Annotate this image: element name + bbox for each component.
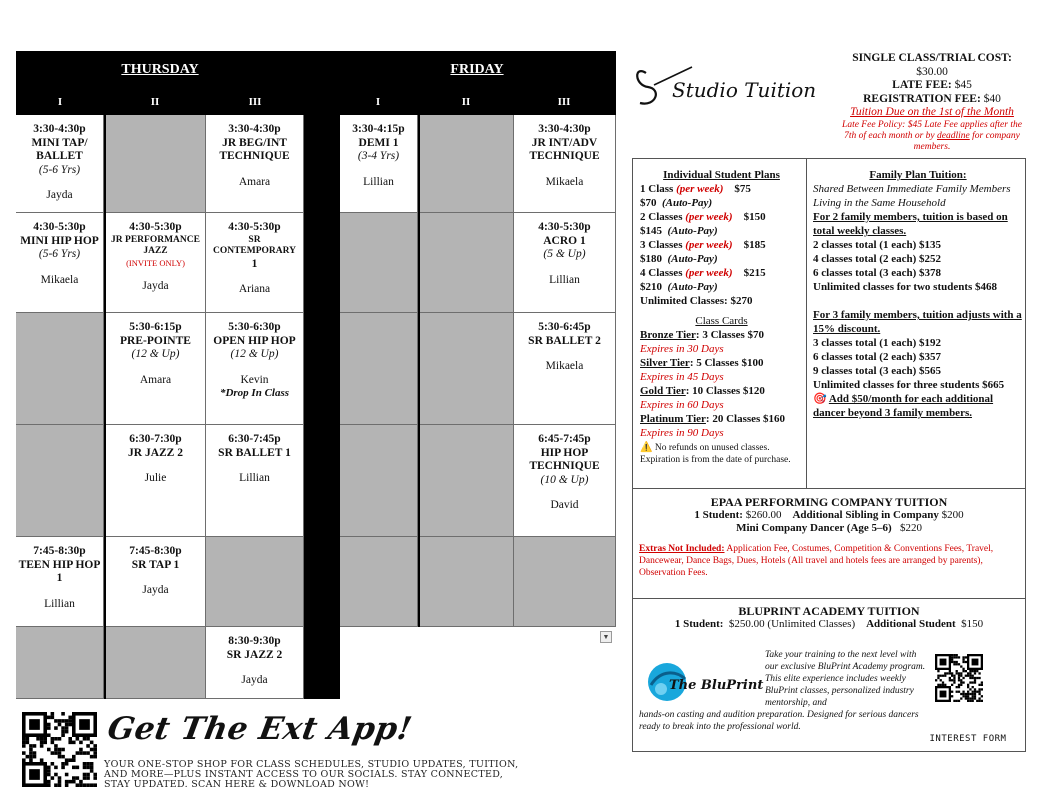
class-name: SR TAP 1 bbox=[131, 558, 180, 571]
epaa-title: EPAA PERFORMING COMPANY TUITION bbox=[710, 495, 948, 509]
class-time: 5:30-6:45p bbox=[538, 321, 591, 333]
dropdown-arrow-icon[interactable]: ▼ bbox=[600, 631, 612, 643]
late-fee-policy: Late Fee Policy: $45 Late Fee applies after the 7th of each month or by deadline for company members. bbox=[842, 119, 1022, 152]
class-teacher: Jayda bbox=[142, 279, 169, 292]
empty-slot bbox=[106, 115, 206, 213]
class-time: 6:30-7:45p bbox=[228, 433, 281, 445]
class-time: 7:45-8:30p bbox=[129, 545, 182, 557]
class-teacher: Lillian bbox=[549, 273, 580, 286]
class-name: SR CONTEMPORARY bbox=[212, 234, 297, 256]
plan-autopay-row: $180 (Auto-Pay) bbox=[640, 253, 718, 265]
family-plans bbox=[813, 168, 1023, 420]
class-note: (INVITE ONLY) bbox=[126, 257, 185, 268]
family-price-row: 2 classes total (1 each) $135 bbox=[813, 239, 942, 251]
column-header: II bbox=[150, 96, 160, 108]
epaa-student-value: $260.00 bbox=[745, 509, 782, 521]
class-teacher: David bbox=[550, 499, 579, 511]
additional-dancer-note: Add $50/month for each additional dancer beyond 3 family members. bbox=[813, 393, 994, 419]
app-qr-code[interactable] bbox=[22, 712, 97, 787]
class-slot bbox=[514, 425, 616, 537]
app-promo-title: Get The Ext App! bbox=[104, 711, 415, 747]
class-time: 3:30-4:30p bbox=[228, 123, 281, 135]
class-slot bbox=[206, 213, 304, 313]
empty-slot bbox=[106, 627, 206, 699]
empty-slot bbox=[16, 425, 104, 537]
tier-expiry: Expires in 45 Days bbox=[640, 371, 724, 383]
column-divider bbox=[806, 159, 807, 488]
class-teacher: Mikaela bbox=[545, 360, 584, 372]
empty-slot bbox=[340, 213, 418, 313]
epaa-sibling-label: Additional Sibling in Company bbox=[792, 509, 939, 521]
column-header: III bbox=[248, 96, 262, 108]
day-header-thursday: THURSDAY bbox=[121, 62, 199, 77]
family-price-row: 4 classes total (2 each) $252 bbox=[813, 253, 942, 265]
class-teacher: Lillian bbox=[44, 597, 75, 610]
empty-slot bbox=[16, 627, 104, 699]
family-price-row: Unlimited classes for two students $468 bbox=[813, 281, 998, 293]
class-slot bbox=[340, 115, 418, 213]
class-name: JR PERFORMANCE JAZZ bbox=[111, 234, 200, 256]
class-time: 7:45-8:30p bbox=[33, 545, 86, 557]
bluprint-description: Take your training to the next level with our exclusive BluPrint Academy program. This elite experience includes weekly BluPrint classes, personalized industry mentorship, and hands-on casting and audition preparation. Designed for serious dancers ready to break into the professional world. bbox=[639, 650, 926, 732]
class-card-tier: Silver Tier: 5 Classes $100 bbox=[640, 357, 764, 369]
two-member-heading: For 2 family members, tuition is based on total weekly classes. bbox=[813, 211, 1008, 237]
class-teacher: Mikaela bbox=[40, 273, 79, 286]
epaa-student-label: 1 Student: bbox=[694, 509, 743, 521]
class-slot bbox=[106, 537, 206, 627]
class-age: (12 & Up) bbox=[131, 348, 180, 360]
class-age: (5 & Up) bbox=[543, 248, 586, 260]
class-name: OPEN HIP HOP bbox=[213, 334, 296, 347]
empty-slot bbox=[420, 115, 514, 213]
interest-form-qr-code[interactable] bbox=[935, 654, 983, 702]
unlimited-classes: Unlimited Classes: $270 bbox=[640, 295, 753, 307]
class-time: 6:45-7:45p bbox=[538, 433, 591, 445]
empty-slot bbox=[206, 537, 304, 627]
class-time: 5:30-6:15p bbox=[129, 321, 182, 333]
empty-slot bbox=[420, 313, 514, 425]
individual-plans bbox=[640, 168, 803, 466]
class-slot bbox=[16, 537, 104, 627]
three-member-heading: For 3 family members, tuition adjusts with a 15% discount. bbox=[813, 309, 1022, 335]
empty-slot bbox=[420, 537, 514, 627]
class-teacher: Ariana bbox=[238, 283, 271, 295]
class-teacher: Kevin bbox=[240, 373, 269, 386]
plan-autopay-row: $145 (Auto-Pay) bbox=[640, 225, 718, 237]
class-time: 8:30-9:30p bbox=[228, 635, 281, 647]
plan-row: 3 Classes (per week) $185 bbox=[640, 239, 766, 251]
class-name: HIP HOP TECHNIQUE bbox=[529, 446, 600, 472]
bluprint-additional-label: Additional Student bbox=[866, 618, 956, 630]
logo-text: Studio Tuition bbox=[672, 78, 817, 102]
class-name: JR INT/ADV TECHNIQUE bbox=[529, 136, 600, 162]
column-header: II bbox=[461, 96, 471, 108]
class-teacher: Jayda bbox=[241, 674, 268, 686]
empty-slot bbox=[514, 537, 616, 627]
class-age: (12 & Up) bbox=[230, 348, 279, 360]
tuition-due-note: Tuition Due on the 1st of the Month bbox=[850, 106, 1014, 118]
class-slot bbox=[206, 627, 304, 699]
empty-slot bbox=[420, 213, 514, 313]
class-teacher: Amara bbox=[139, 373, 172, 386]
class-time: 3:30-4:30p bbox=[538, 123, 591, 135]
class-slot bbox=[16, 213, 104, 313]
warning-icon: ⚠️ bbox=[640, 442, 653, 453]
tier-expiry: Expires in 90 Days bbox=[640, 427, 724, 439]
empty-slot bbox=[340, 425, 418, 537]
tier-expiry: Expires in 30 Days bbox=[640, 343, 724, 355]
family-price-row: 6 classes total (3 each) $378 bbox=[813, 267, 942, 279]
class-schedule bbox=[16, 51, 616, 699]
class-age: (3-4 Yrs) bbox=[357, 150, 400, 162]
late-fee-label: LATE FEE: bbox=[892, 79, 952, 91]
class-name: JR BEG/INT TECHNIQUE bbox=[219, 136, 290, 162]
class-time: 4:30-5:30p bbox=[228, 221, 281, 233]
plan-autopay-row: $70 (Auto-Pay) bbox=[640, 197, 713, 209]
class-card-tier: Platinum Tier: 20 Classes $160 bbox=[640, 413, 786, 425]
class-teacher: Amara bbox=[238, 175, 271, 188]
class-time: 4:30-5:30p bbox=[33, 221, 86, 233]
class-age: (10 & Up) bbox=[540, 473, 589, 486]
class-name: MINI HIP HOP bbox=[20, 234, 99, 247]
single-class-fees bbox=[836, 52, 1028, 153]
class-name: SR BALLET 2 bbox=[528, 334, 601, 347]
class-name: SR BALLET 1 bbox=[218, 446, 291, 459]
epaa-extras-note: Extras Not Included: Application Fee, Costumes, Competition & Conventions Fees, Travel, Dancewear, Dance Bags, Dues, Hotels (All travel and hotels fees are arranged by parents), Observation Fees. bbox=[639, 544, 994, 578]
class-name: PRE-POINTE bbox=[120, 334, 191, 347]
bluprint-student-label: 1 Student: bbox=[674, 618, 724, 630]
class-teacher: Julie bbox=[144, 472, 167, 484]
bluprint-title: BLUPRINT ACADEMY TUITION bbox=[738, 604, 920, 618]
tier-expiry: Expires in 60 Days bbox=[640, 399, 724, 411]
studio-tuition-logo bbox=[632, 55, 822, 117]
epaa-mini-value: $220 bbox=[899, 522, 922, 534]
registration-fee-label: REGISTRATION FEE: bbox=[863, 92, 981, 105]
late-fee-value: $45 bbox=[954, 79, 972, 91]
family-shared-note: Shared Between Immediate Family Members Living in the Same Household bbox=[813, 183, 1011, 209]
empty-slot bbox=[420, 425, 514, 537]
class-age: (5-6 Yrs) bbox=[38, 163, 81, 176]
empty-slot bbox=[340, 537, 418, 627]
class-slot bbox=[514, 213, 616, 313]
class-time: 3:30-4:15p bbox=[352, 123, 405, 135]
deadline-link: deadline bbox=[937, 130, 970, 141]
family-plan-title: Family Plan Tuition: bbox=[869, 169, 967, 181]
empty-slot bbox=[340, 313, 418, 425]
tuition-plans-box bbox=[632, 158, 1026, 489]
class-time: 3:30-4:30p bbox=[33, 123, 86, 135]
drop-in-note: *Drop In Class bbox=[219, 387, 290, 399]
class-slot bbox=[514, 313, 616, 425]
column-header: I bbox=[375, 96, 381, 108]
plan-row: 4 Classes (per week) $215 bbox=[640, 267, 766, 279]
bluprint-logo-text: The BluPrint bbox=[669, 678, 764, 693]
plan-row: 1 Class (per week) $75 bbox=[640, 183, 751, 195]
class-time: 6:30-7:30p bbox=[129, 433, 182, 445]
class-slot bbox=[16, 115, 104, 213]
class-slot bbox=[206, 115, 304, 213]
class-name: MINI TAP/ BALLET bbox=[31, 136, 88, 162]
class-slot bbox=[106, 213, 206, 313]
class-teacher: Lillian bbox=[363, 175, 394, 188]
class-name: ACRO 1 bbox=[543, 234, 586, 247]
family-price-row: Unlimited classes for three students $665 bbox=[813, 379, 1005, 391]
single-class-value: $30.00 bbox=[916, 65, 948, 78]
class-name: DEMI 1 bbox=[358, 136, 399, 149]
family-price-row: 6 classes total (2 each) $357 bbox=[813, 351, 942, 363]
family-price-row: 9 classes total (3 each) $565 bbox=[813, 365, 942, 377]
single-class-label: SINGLE CLASS/TRIAL COST: bbox=[852, 52, 1012, 64]
app-promo-description: YOUR ONE-STOP SHOP FOR CLASS SCHEDULES, STUDIO UPDATES, TUITION, AND MORE—PLUS INSTANT ACCESS TO OUR SOCIALS. STAY CONNECTED, STAY UPDATED. SCAN HERE & DOWNLOAD NOW! bbox=[104, 759, 519, 790]
bluprint-additional-value: $150 bbox=[961, 618, 984, 630]
class-name: 1 bbox=[251, 257, 258, 270]
plan-row: 2 Classes (per week) $150 bbox=[640, 211, 766, 223]
epaa-sibling-value: $200 bbox=[941, 509, 964, 521]
bluprint-academy-tuition bbox=[632, 599, 1026, 752]
interest-form-caption: INTEREST FORM bbox=[929, 734, 1007, 744]
column-header: I bbox=[57, 96, 63, 108]
class-age: (5-6 Yrs) bbox=[38, 248, 81, 260]
class-card-tier: Bronze Tier: 3 Classes $70 bbox=[640, 329, 765, 341]
class-time: 4:30-5:30p bbox=[129, 221, 182, 233]
class-teacher: Jayda bbox=[46, 189, 73, 201]
class-name: JR JAZZ 2 bbox=[128, 446, 183, 459]
family-price-row: 3 classes total (1 each) $192 bbox=[813, 337, 942, 349]
class-card-tier: Gold Tier: 10 Classes $120 bbox=[640, 385, 765, 397]
class-name: SR JAZZ 2 bbox=[226, 648, 283, 661]
class-slot bbox=[106, 425, 206, 537]
plan-autopay-row: $210 (Auto-Pay) bbox=[640, 281, 718, 293]
class-slot bbox=[206, 313, 304, 425]
class-teacher: Mikaela bbox=[545, 175, 584, 188]
class-cards-title: Class Cards bbox=[695, 315, 748, 327]
column-header: III bbox=[557, 96, 571, 108]
epaa-mini-label: Mini Company Dancer (Age 5–6) bbox=[736, 522, 892, 534]
refund-warning: ⚠️ No refunds on unused classes. Expiration is from the date of purchase. bbox=[640, 442, 791, 465]
empty-cell bbox=[340, 627, 616, 699]
class-slot bbox=[514, 115, 616, 213]
class-time: 4:30-5:30p bbox=[538, 221, 591, 233]
class-slot bbox=[206, 425, 304, 537]
class-slot bbox=[106, 313, 206, 425]
class-time: 5:30-6:30p bbox=[228, 321, 281, 333]
class-teacher: Lillian bbox=[239, 472, 270, 484]
class-name: TEEN HIP HOP 1 bbox=[18, 558, 101, 584]
bluprint-student-value: $250.00 (Unlimited Classes) bbox=[728, 618, 856, 630]
target-icon: 🎯 bbox=[813, 393, 827, 405]
registration-fee-value: $40 bbox=[983, 92, 1001, 105]
day-header-friday: FRIDAY bbox=[450, 62, 504, 77]
empty-slot bbox=[16, 313, 104, 425]
individual-plans-title: Individual Student Plans bbox=[663, 169, 780, 181]
class-teacher: Jayda bbox=[142, 584, 169, 596]
epaa-company-tuition bbox=[632, 489, 1026, 599]
